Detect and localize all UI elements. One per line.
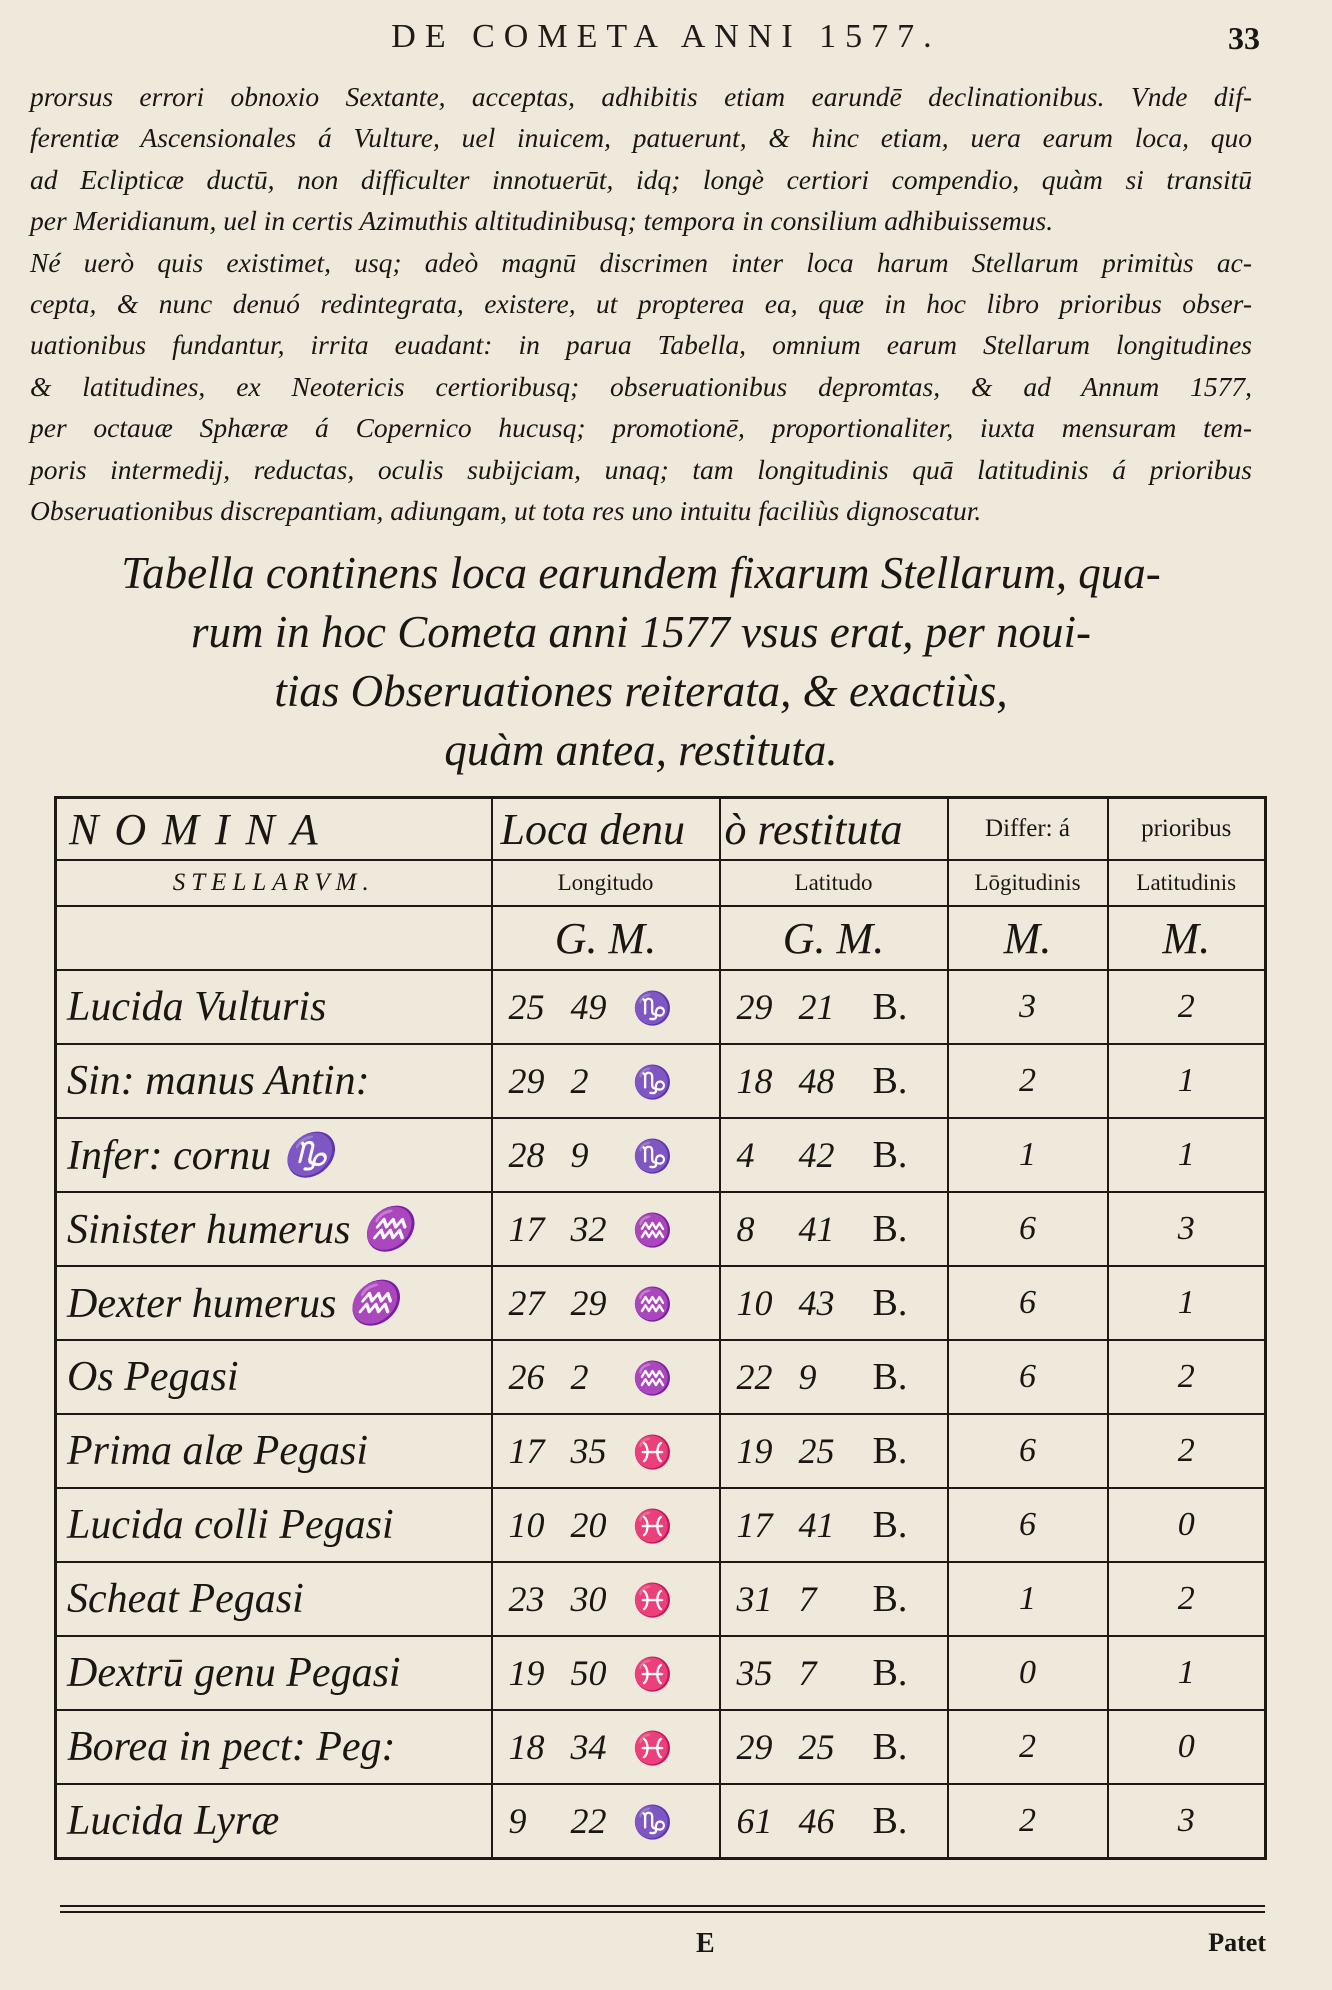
- latitude-direction: B.: [872, 1134, 908, 1176]
- zodiac-sign-icon: ♒: [632, 1212, 673, 1248]
- zodiac-sign-icon: ♓: [632, 1582, 673, 1618]
- table-row: [56, 1784, 1266, 1859]
- latitude-minutes: 41: [798, 1505, 835, 1545]
- latitude-minutes: 43: [798, 1283, 835, 1323]
- longitude-difference: 2: [948, 1044, 1108, 1118]
- latitude-cell: [720, 1340, 948, 1414]
- latitude-cell: [720, 970, 948, 1044]
- header-loca-a: Loca denu: [492, 798, 720, 861]
- latitude-direction: B.: [872, 1060, 908, 1102]
- latitude-direction: B.: [872, 1578, 908, 1620]
- table-row: [56, 1118, 1266, 1192]
- longitude-difference: 6: [948, 1340, 1108, 1414]
- zodiac-sign-icon: ♓: [632, 1508, 673, 1544]
- longitude-minutes: 49: [570, 987, 607, 1027]
- longitude-cell: [492, 1562, 720, 1636]
- text-line: & latitudines, ex Neotericis certioribusq; obseruationibus depromtas, & ad Annum 1577,: [30, 370, 1252, 402]
- longitude-difference: 2: [948, 1784, 1108, 1859]
- longitude-difference: 1: [948, 1118, 1108, 1192]
- latitude-cell: [720, 1562, 948, 1636]
- latitude-cell: [720, 1710, 948, 1784]
- latitude-difference: 2: [1108, 1562, 1266, 1636]
- star-name: Lucida Vulturis: [56, 970, 492, 1044]
- star-name: Scheat Pegasi: [56, 1562, 492, 1636]
- longitude-degrees: 25: [508, 987, 545, 1027]
- table-row: [56, 970, 1266, 1044]
- latitude-difference: 1: [1108, 1266, 1266, 1340]
- longitude-minutes: 35: [570, 1431, 607, 1471]
- zodiac-sign-icon: ♑: [632, 1138, 673, 1174]
- table-row: [56, 1562, 1266, 1636]
- text-line: per Meridianum, uel in certis Azimuthis altitudinibusq; tempora in consilium adhibuissemus.: [30, 205, 1054, 237]
- latitude-cell: [720, 1192, 948, 1266]
- latitude-degrees: 61: [736, 1801, 773, 1841]
- longitude-degrees: 28: [508, 1135, 545, 1175]
- latitude-minutes: 48: [798, 1061, 835, 1101]
- longitude-cell: [492, 970, 720, 1044]
- latitude-cell: [720, 1784, 948, 1859]
- longitude-minutes: 20: [570, 1505, 607, 1545]
- text-line: cepta, & nunc denuó redintegrata, existere, ut propterea ea, quæ in hoc libro prioribus obser-: [30, 288, 1252, 320]
- star-name: Infer: cornu ♑: [56, 1118, 492, 1192]
- zodiac-sign-icon: ♓: [632, 1434, 673, 1470]
- longitude-minutes: 32: [570, 1209, 607, 1249]
- latitude-minutes: 9: [798, 1357, 817, 1397]
- star-rows: [56, 970, 1266, 1859]
- table-row: [56, 1340, 1266, 1414]
- header-m-latitude: M.: [1108, 906, 1266, 970]
- header-loca-b: ò restituta: [720, 798, 948, 861]
- table-row: [56, 1266, 1266, 1340]
- latitude-difference: 2: [1108, 1340, 1266, 1414]
- longitude-minutes: 50: [570, 1653, 607, 1693]
- header-m-longitude: M.: [948, 906, 1108, 970]
- longitude-difference: 1: [948, 1562, 1108, 1636]
- latitude-minutes: 25: [798, 1727, 835, 1767]
- latitude-difference: 0: [1108, 1488, 1266, 1562]
- zodiac-sign-icon: ♓: [632, 1730, 673, 1766]
- longitude-cell: [492, 1118, 720, 1192]
- latitude-cell: [720, 1044, 948, 1118]
- longitude-cell: [492, 1710, 720, 1784]
- latitude-direction: B.: [872, 986, 908, 1028]
- longitude-cell: [492, 1266, 720, 1340]
- longitude-cell: [492, 1044, 720, 1118]
- header-nomina: NOMINA: [56, 798, 492, 861]
- table-caption: [30, 544, 1252, 780]
- text-line: ferentiæ Ascensionales á Vulture, uel inuicem, patuerunt, & hinc etiam, uera earum loca, quo: [30, 122, 1252, 154]
- table-row: [56, 1414, 1266, 1488]
- star-name: Dexter humerus ♒: [56, 1266, 492, 1340]
- header-stellarum: STELLARVM.: [56, 860, 492, 906]
- latitude-degrees: 4: [736, 1135, 755, 1175]
- table-row: [56, 1636, 1266, 1710]
- latitude-direction: B.: [872, 1726, 908, 1768]
- table-row: [56, 1044, 1266, 1118]
- longitude-difference: 3: [948, 970, 1108, 1044]
- longitude-difference: 6: [948, 1266, 1108, 1340]
- header-gm-latitude: G. M.: [720, 906, 948, 970]
- longitude-difference: 0: [948, 1636, 1108, 1710]
- latitude-degrees: 19: [736, 1431, 773, 1471]
- latitude-degrees: 17: [736, 1505, 773, 1545]
- latitude-minutes: 21: [798, 987, 835, 1027]
- star-name: Sin: manus Antin:: [56, 1044, 492, 1118]
- header-logitudinis: Lōgitudinis: [948, 860, 1108, 906]
- longitude-degrees: 29: [508, 1061, 545, 1101]
- latitude-direction: B.: [872, 1356, 908, 1398]
- header-gm-longitude: G. M.: [492, 906, 720, 970]
- longitude-degrees: 18: [508, 1727, 545, 1767]
- longitude-difference: 6: [948, 1192, 1108, 1266]
- table-row: [56, 1192, 1266, 1266]
- latitude-difference: 1: [1108, 1044, 1266, 1118]
- text-line: ad Eclipticæ ductū, non difficulter innotuerūt, idq; longè certiori compendio, quàm si transitū: [30, 163, 1252, 195]
- longitude-minutes: 2: [570, 1357, 589, 1397]
- latitude-degrees: 29: [736, 987, 773, 1027]
- signature-mark: E: [696, 1928, 715, 1959]
- star-name: Lucida colli Pegasi: [56, 1488, 492, 1562]
- header-latitudinis: Latitudinis: [1108, 860, 1266, 906]
- latitude-minutes: 41: [798, 1209, 835, 1249]
- star-name: Borea in pect: Peg:: [56, 1710, 492, 1784]
- longitude-minutes: 29: [570, 1283, 607, 1323]
- longitude-degrees: 10: [508, 1505, 545, 1545]
- caption-line: quàm antea, restituta.: [444, 725, 838, 775]
- latitude-difference: 3: [1108, 1784, 1266, 1859]
- header-blank: [56, 906, 492, 970]
- latitude-minutes: 7: [798, 1579, 817, 1619]
- table-row: [56, 1710, 1266, 1784]
- longitude-minutes: 34: [570, 1727, 607, 1767]
- zodiac-sign-icon: ♒: [632, 1286, 673, 1322]
- longitude-degrees: 19: [508, 1653, 545, 1693]
- longitude-difference: 6: [948, 1414, 1108, 1488]
- latitude-direction: B.: [872, 1652, 908, 1694]
- header-differ-a: Differ: á: [948, 798, 1108, 861]
- longitude-degrees: 27: [508, 1283, 545, 1323]
- longitude-degrees: 23: [508, 1579, 545, 1619]
- latitude-difference: 1: [1108, 1636, 1266, 1710]
- latitude-cell: [720, 1118, 948, 1192]
- latitude-difference: 2: [1108, 970, 1266, 1044]
- star-name: Prima alæ Pegasi: [56, 1414, 492, 1488]
- latitude-direction: B.: [872, 1800, 908, 1842]
- text-line: per octauæ Sphæræ á Copernico hucusq; promotionē, proportionaliter, iuxta mensuram tem-: [30, 412, 1252, 444]
- catchword: Patet: [1208, 1928, 1266, 1957]
- longitude-minutes: 30: [570, 1579, 607, 1619]
- longitude-degrees: 17: [508, 1431, 545, 1471]
- latitude-direction: B.: [872, 1430, 908, 1472]
- longitude-minutes: 9: [570, 1135, 589, 1175]
- latitude-difference: 2: [1108, 1414, 1266, 1488]
- latitude-direction: B.: [872, 1282, 908, 1324]
- latitude-cell: [720, 1414, 948, 1488]
- caption-line: rum in hoc Cometa anni 1577 vsus erat, per noui-: [191, 607, 1091, 657]
- text-line: Obseruationibus discrepantiam, adiungam, ut tota res uno intuitu faciliùs dignoscatur.: [30, 495, 982, 527]
- latitude-minutes: 42: [798, 1135, 835, 1175]
- zodiac-sign-icon: ♑: [632, 1064, 673, 1100]
- longitude-cell: [492, 1414, 720, 1488]
- latitude-cell: [720, 1488, 948, 1562]
- longitude-minutes: 22: [570, 1801, 607, 1841]
- longitude-cell: [492, 1488, 720, 1562]
- latitude-difference: 1: [1108, 1118, 1266, 1192]
- longitude-cell: [492, 1340, 720, 1414]
- star-name: Sinister humerus ♒: [56, 1192, 492, 1266]
- bottom-rule: [60, 1905, 1265, 1913]
- latitude-minutes: 7: [798, 1653, 817, 1693]
- latitude-difference: 0: [1108, 1710, 1266, 1784]
- latitude-cell: [720, 1266, 948, 1340]
- latitude-degrees: 18: [736, 1061, 773, 1101]
- table-row: [56, 1488, 1266, 1562]
- zodiac-sign-icon: ♓: [632, 1656, 673, 1692]
- header-longitudo: Longitudo: [492, 860, 720, 906]
- zodiac-sign-icon: ♒: [632, 1360, 673, 1396]
- page-number: 33: [1228, 20, 1260, 56]
- latitude-direction: B.: [872, 1504, 908, 1546]
- latitude-cell: [720, 1636, 948, 1710]
- star-name: Dextrū genu Pegasi: [56, 1636, 492, 1710]
- text-line: poris intermedij, reductas, oculis subijciam, unaq; tam longitudinis quā latitudinis á prioribus: [30, 453, 1252, 485]
- star-name: Os Pegasi: [56, 1340, 492, 1414]
- star-positions-table: [54, 796, 1267, 1860]
- latitude-degrees: 8: [736, 1209, 755, 1249]
- longitude-degrees: 17: [508, 1209, 545, 1249]
- longitude-difference: 6: [948, 1488, 1108, 1562]
- longitude-cell: [492, 1784, 720, 1859]
- longitude-minutes: 2: [570, 1061, 589, 1101]
- latitude-degrees: 10: [736, 1283, 773, 1323]
- longitude-degrees: 26: [508, 1357, 545, 1397]
- latitude-direction: B.: [872, 1208, 908, 1250]
- latitude-degrees: 35: [736, 1653, 773, 1693]
- longitude-degrees: 9: [508, 1801, 527, 1841]
- longitude-cell: [492, 1192, 720, 1266]
- latitude-degrees: 22: [736, 1357, 773, 1397]
- text-line: prorsus errori obnoxio Sextante, acceptas, adhibitis etiam earundē declinationibus. Vnde dif-: [30, 81, 1252, 112]
- caption-line: Tabella continens loca earundem fixarum Stellarum, qua-: [121, 548, 1161, 598]
- text-line: uationibus fundantur, irrita euadant: in parua Tabella, omnium earum Stellarum longitudines: [30, 329, 1252, 361]
- zodiac-sign-icon: ♑: [632, 990, 673, 1026]
- latitude-minutes: 25: [798, 1431, 835, 1471]
- running-head: DE COMETA ANNI 1577.: [391, 18, 941, 55]
- latitude-degrees: 31: [736, 1579, 773, 1619]
- latitude-minutes: 46: [798, 1801, 835, 1841]
- body-paragraph: [30, 76, 1252, 531]
- text-line: Né uerò quis existimet, usq; adeò magnū discrimen inter loca harum Stellarum primitùs ac-: [30, 246, 1252, 278]
- caption-line: tias Obseruationes reiterata, & exactiùs,: [274, 666, 1008, 716]
- header-differ-b: prioribus: [1108, 798, 1266, 861]
- longitude-difference: 2: [948, 1710, 1108, 1784]
- header-latitudo: Latitudo: [720, 860, 948, 906]
- star-table-container: [54, 796, 1264, 1896]
- latitude-difference: 3: [1108, 1192, 1266, 1266]
- longitude-cell: [492, 1636, 720, 1710]
- zodiac-sign-icon: ♑: [632, 1804, 673, 1840]
- star-name: Lucida Lyræ: [56, 1784, 492, 1859]
- latitude-degrees: 29: [736, 1727, 773, 1767]
